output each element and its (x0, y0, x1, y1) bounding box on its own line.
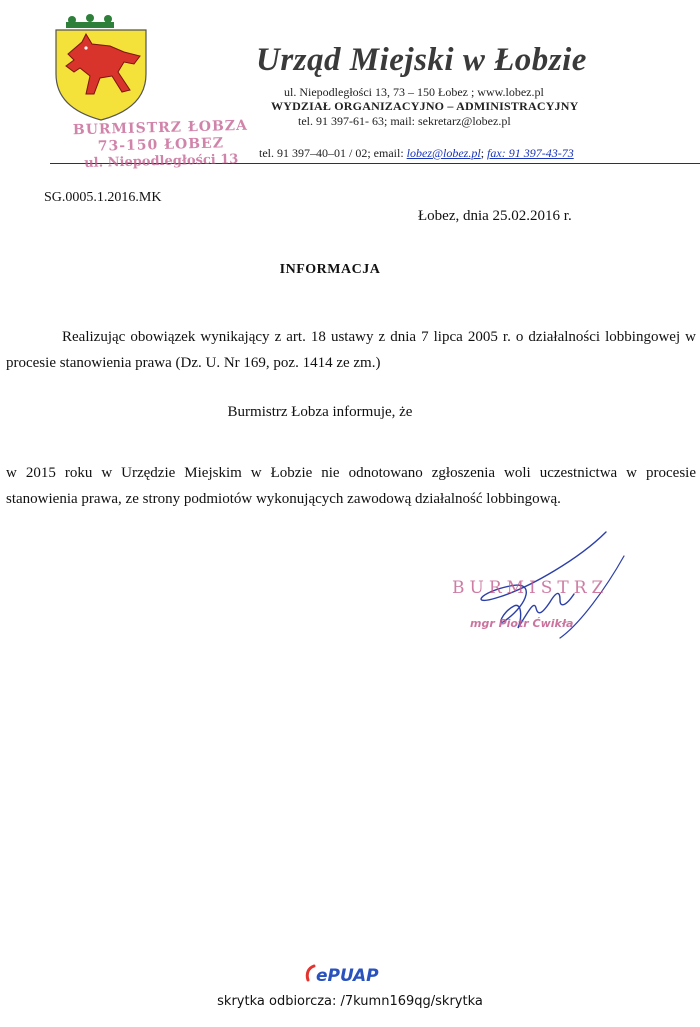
paragraph-statement: w 2015 roku w Urzędzie Miejskim w Łobzie nie odnotowano zgłoszenia woli uczestnictwa w procesie stanowienia prawa, ze strony podmiotów wykonujących zawodową działalność lobbingową. (6, 465, 696, 507)
signature-title-stamp: BURMISTRZ (452, 578, 609, 598)
department-name: WYDZIAŁ ORGANIZACYJNO – ADMINISTRACYJNY (271, 99, 579, 113)
signatory-name: mgr Piotr Ćwikła (470, 617, 574, 630)
separator: ; (480, 146, 488, 160)
paragraph-legal-basis: Realizując obowiązek wynikający z art. 18 ustawy z dnia 7 lipca 2005 r. o działalności lobbingowej w procesie stanowienia prawa (Dz. U. Nr 169, poz. 1414 ze zm.) (6, 329, 696, 371)
office-stamp (65, 118, 257, 185)
document-date: Łobez, dnia 25.02.2016 r. (418, 208, 572, 224)
stamp-line-3: ul. Niepodległości 13 (84, 151, 239, 172)
coat-of-arms-icon (52, 12, 152, 122)
epuap-mailbox-address: skrytka odbiorcza: /7kumn169qg/skrytka (217, 994, 483, 1009)
stamp-line-1: BURMISTRZ ŁOBZA (72, 117, 249, 139)
contact-line-2 (259, 146, 574, 161)
paragraph-announcement: Burmistrz Łobza informuje, że (227, 404, 413, 420)
stamp-line-2: 73-150 ŁOBEZ (97, 135, 225, 155)
contact-line-1: tel. 91 397-61- 63; mail: sekretarz@lobez.pl (298, 114, 511, 128)
office-name: Urząd Miejski w Łobzie (256, 42, 587, 78)
fax-text: fax: 91 397-43-73 (487, 146, 574, 160)
office-address: ul. Niepodległości 13, 73 – 150 Łobez ; www.lobez.pl (284, 85, 544, 99)
svg-text:ePUAP: ePUAP (316, 966, 379, 986)
email-link[interactable]: lobez@lobez.pl (406, 146, 481, 160)
phone-text: tel. 91 397–40–01 / 02; email: (259, 146, 407, 160)
reference-number: SG.0005.1.2016.MK (44, 190, 162, 205)
document-heading: INFORMACJA (279, 262, 381, 277)
epuap-logo-icon (304, 962, 404, 986)
